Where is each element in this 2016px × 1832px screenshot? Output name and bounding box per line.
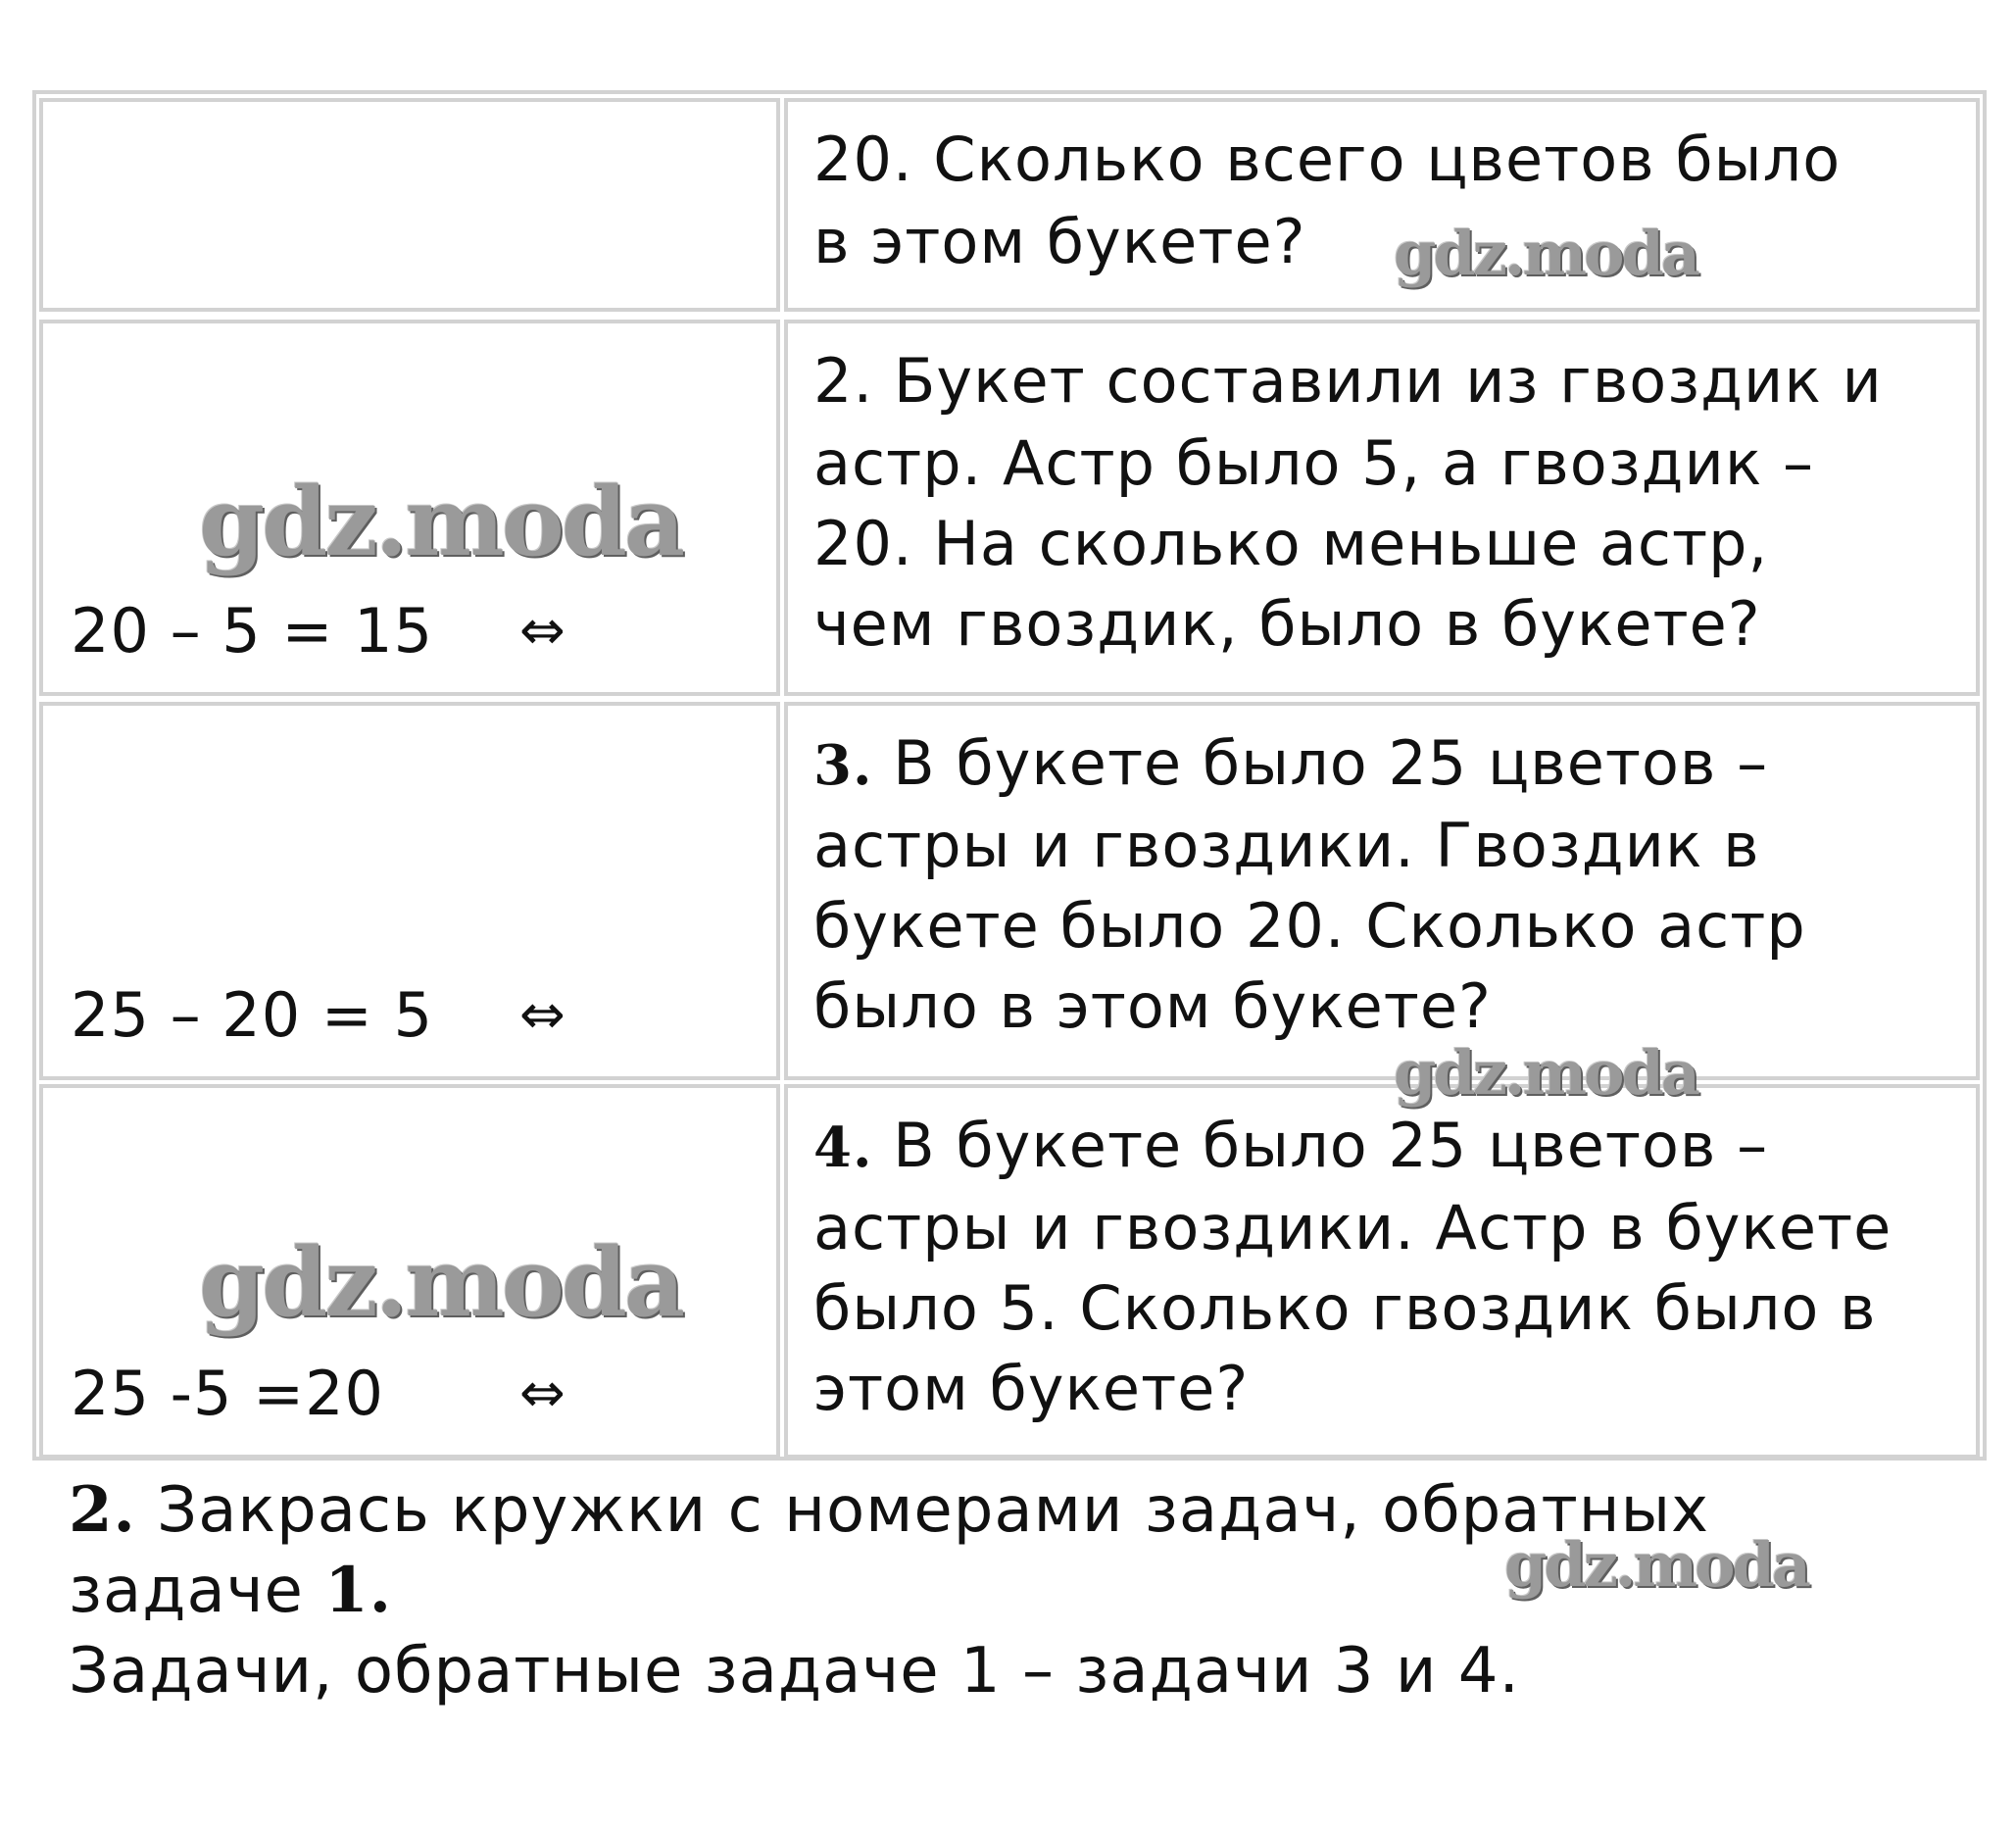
watermark-logo: gdz.moda	[199, 1227, 683, 1338]
watermark-logo: gdz.moda	[1394, 218, 1697, 289]
task-cell-2	[784, 320, 1980, 696]
task-number-4: 4.	[813, 1115, 873, 1180]
equation-cell-1	[39, 98, 780, 312]
exercise-number: 2.	[69, 1473, 136, 1547]
exercise-answer: Задачи, обратные задаче 1 – задачи 3 и 4.	[69, 1635, 1520, 1708]
double-arrow-icon: ⇔	[519, 1362, 565, 1425]
watermark-logo: gdz.moda	[1504, 1529, 1808, 1601]
equation-4: 25 -5 =20	[71, 1358, 384, 1429]
task-text-3: 3. В букете было 25 цветов – астры и гвоздики. Гвоздик в букете было 20. Сколько астр было в этом букете?	[813, 727, 1806, 1042]
equation-cell-3	[39, 702, 780, 1080]
double-arrow-icon: ⇔	[519, 983, 565, 1047]
task-number-3: 3.	[813, 733, 873, 798]
task-cell-4	[784, 1084, 1980, 1459]
double-arrow-icon: ⇔	[519, 599, 565, 663]
exercise-heading: 2. Закрась кружки с номерами задач, обратных	[69, 1473, 1710, 1547]
task-text-1: 20. Сколько всего цветов было в этом букете?	[813, 124, 1842, 277]
task-cell-3	[784, 702, 1980, 1080]
exercise-heading-line2: задаче 1.	[69, 1554, 393, 1627]
watermark-logo: gdz.moda	[1394, 1037, 1697, 1109]
equation-2: 20 – 5 = 15	[71, 595, 434, 667]
watermark-logo: gdz.moda	[199, 467, 683, 577]
task-text-4: 4. В букете было 25 цветов – астры и гвоздики. Астр в букете было 5. Сколько гвоздик было в этом букете?	[813, 1110, 1893, 1424]
equation-3: 25 – 20 = 5	[71, 979, 434, 1051]
task-cell-1	[784, 98, 1980, 312]
task-text-2: 2. Букет составили из гвоздик и астр. Астр было 5, а гвоздик – 20. На сколько меньше астр, чем гвоздик, было в букете?	[813, 345, 1883, 660]
